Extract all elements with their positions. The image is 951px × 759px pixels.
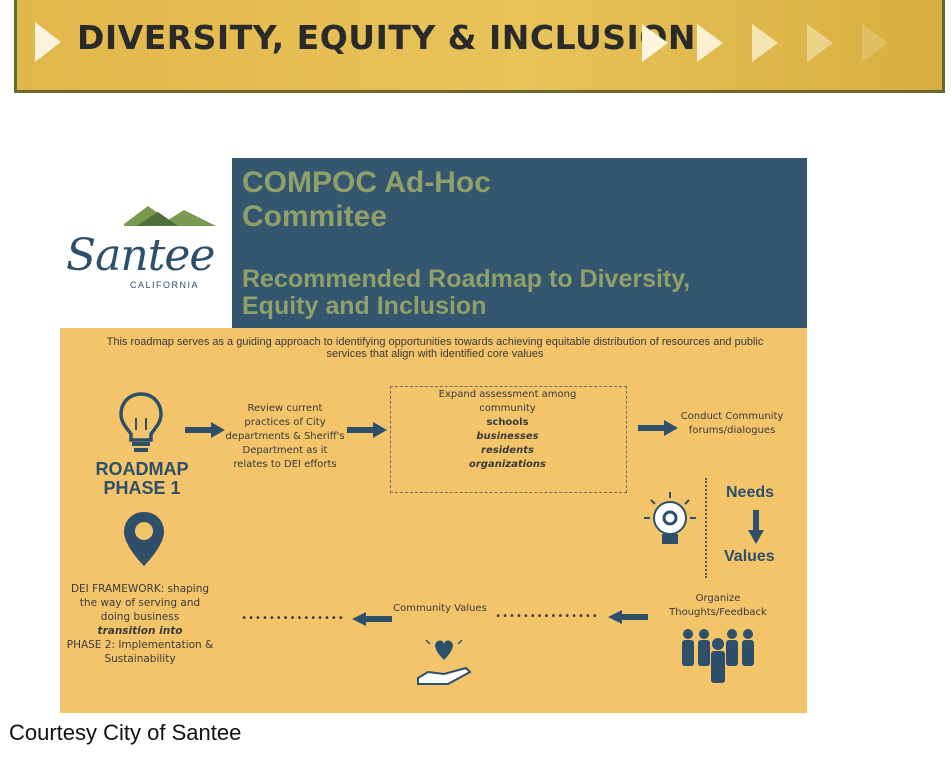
expand-item-organizations: organizations [469, 459, 546, 470]
dotted-leader: ••••••••••••••• [241, 613, 345, 624]
poster-title: COMPOC Ad-Hoc Commitee [242, 166, 491, 233]
play-arrow-icon [35, 22, 61, 62]
needs-label: Needs [726, 484, 775, 501]
dotted-leader: ••••••••••••••• [495, 611, 599, 622]
people-group-icon [676, 626, 760, 686]
arrow-left-icon [352, 612, 392, 626]
expand-assessment-text [420, 388, 595, 472]
heart-hand-icon [414, 638, 474, 690]
framework-line2: PHASE 2: Implementation & Sustainability [66, 639, 214, 665]
poster-subtitle: Recommended Roadmap to Diversity, Equity and Inclusion [242, 265, 691, 320]
location-pin-icon [122, 510, 166, 568]
conduct-forums-text: Conduct Community forums/dialogues [680, 411, 784, 436]
organize-feedback-text: Organize Thoughts/Feedback [669, 593, 767, 618]
chevron-right-icon [697, 24, 723, 62]
arrow-right-icon [185, 422, 225, 438]
expand-line: Expand assessment among community [438, 389, 577, 414]
expand-item-residents: residents [481, 445, 534, 456]
title-panel [232, 158, 807, 328]
dashed-connector [705, 478, 707, 578]
chevron-right-icon [642, 24, 668, 62]
intro-text: This roadmap serves as a guiding approach to identifying opportunities towards achieving equitable distribution of resources and public services that align with identified core values [106, 336, 764, 360]
arrow-left-icon [608, 610, 648, 624]
dei-framework-text [66, 582, 214, 666]
expand-item-businesses: businesses [476, 431, 539, 442]
framework-line1: DEI FRAMEWORK: shaping the way of serving and doing business [70, 583, 210, 623]
arrow-right-icon [347, 422, 387, 438]
lightbulb-icon [116, 390, 166, 456]
arrow-down-icon [748, 510, 764, 544]
review-practices-text: Review current practices of City departments & Sheriff's Department as it relates to DEI efforts [225, 403, 345, 470]
values-label: Values [724, 548, 775, 565]
chevron-right-icon [807, 24, 833, 62]
roadmap-phase-label: ROADMAP PHASE 1 [95, 459, 189, 498]
photo-caption: Courtesy City of Santee [9, 720, 242, 745]
gear-lightbulb-icon [638, 490, 702, 554]
header-banner [14, 0, 945, 93]
community-values-text: Community Values [393, 603, 487, 614]
chevron-right-icon [752, 24, 778, 62]
santee-logo [66, 202, 226, 290]
roadmap-poster [60, 158, 807, 713]
logo-subtitle: CALIFORNIA [130, 280, 200, 290]
banner-title: DIVERSITY, EQUITY & INCLUSION [77, 18, 696, 57]
roadmap-body [60, 328, 807, 713]
logo-wordmark: Santee [66, 230, 215, 281]
chevron-right-icon [862, 24, 888, 62]
logo-area [60, 158, 232, 328]
framework-transition: transition into [97, 625, 183, 637]
expand-item-schools: schools [486, 417, 529, 428]
